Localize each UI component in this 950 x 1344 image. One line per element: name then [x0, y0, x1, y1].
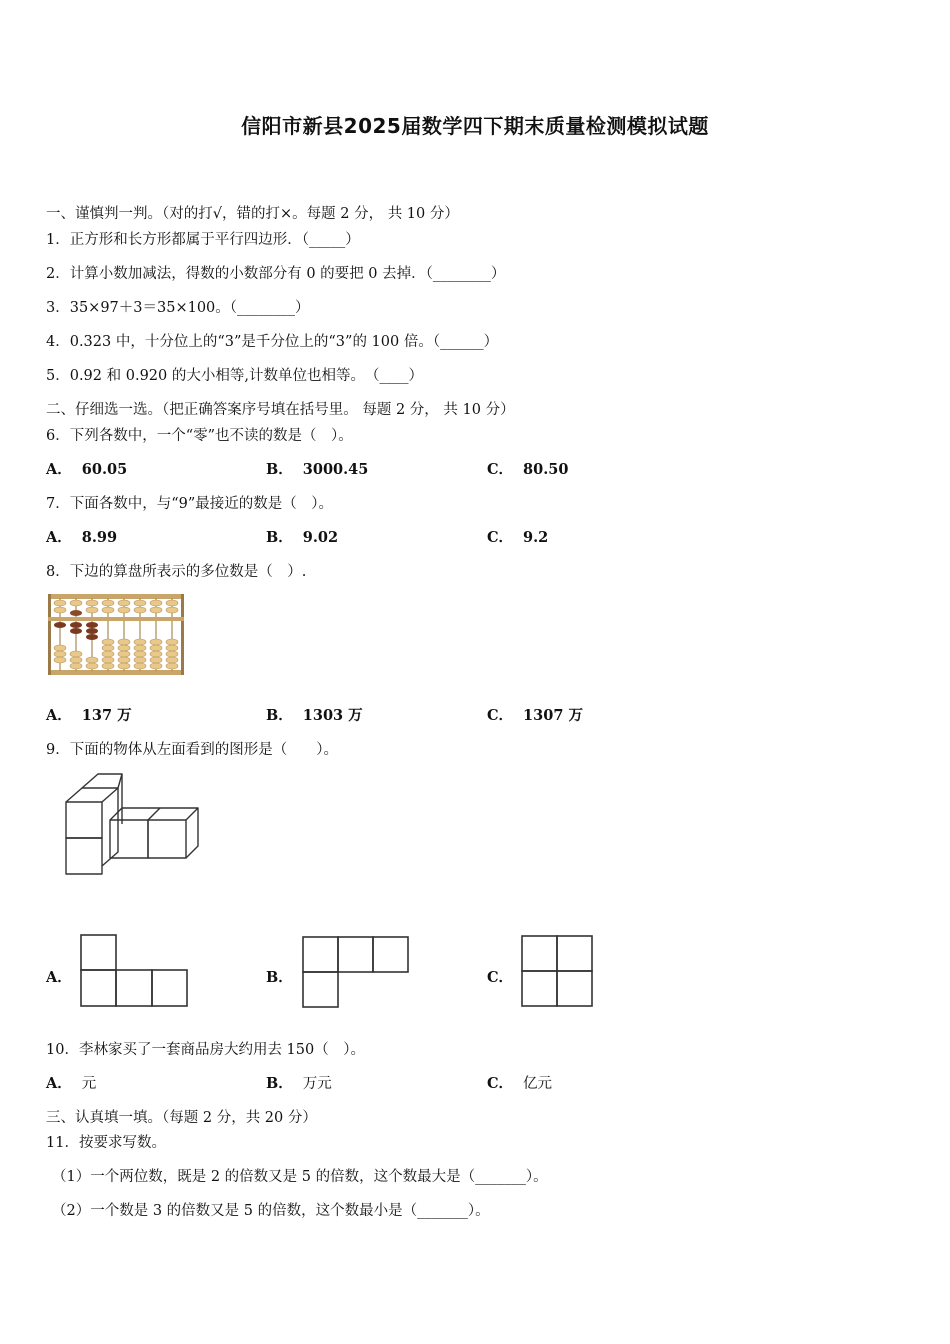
question-3: 3．35×97＋3＝35×100。（________） — [46, 300, 310, 316]
q6-option-a: A． 60.05 — [46, 461, 128, 478]
abacus-image — [48, 594, 184, 676]
page-title: 信阳市新县2025届数学四下期末质量检测模拟试题 — [241, 114, 709, 138]
q9-option-a-shape — [80, 934, 190, 1008]
section-3-heading: 三、认真填一填。（每题 2 分，共 20 分） — [46, 1110, 317, 1126]
question-11-part-2: （2）一个数是 3 的倍数又是 5 的倍数，这个数最小是（_______）。 — [52, 1203, 490, 1219]
q9-option-b-shape — [302, 936, 412, 1010]
question-6: 6．下列各数中，一个“零”也不读的数是（ ）。 — [46, 428, 353, 444]
question-2: 2．计算小数加减法，得数的小数部分有 0 的要把 0 去掉．（________） — [46, 266, 506, 282]
q10-option-b: B． 万元 — [266, 1075, 332, 1092]
q8-option-a: A． 137 万 — [46, 707, 132, 724]
section-1-heading: 一、谨慎判一判。（对的打√，错的打×。每题 2 分， 共 10 分） — [46, 206, 459, 222]
question-1: 1．正方形和长方形都属于平行四边形．（_____） — [46, 232, 360, 248]
question-11-part-1: （1）一个两位数，既是 2 的倍数又是 5 的倍数，这个数最大是（_______）。 — [52, 1169, 548, 1185]
q7-option-c: C． 9.2 — [487, 529, 549, 546]
question-11: 11．按要求写数。 — [46, 1135, 166, 1151]
q10-option-c: C． 亿元 — [487, 1075, 553, 1092]
question-7: 7．下面各数中，与“9”最接近的数是（ ）。 — [46, 496, 334, 512]
q9-option-b: B． — [266, 969, 293, 986]
q8-option-b: B． 1303 万 — [266, 707, 363, 724]
section-2-heading: 二、仔细选一选。（把正确答案序号填在括号里。 每题 2 分， 共 10 分） — [46, 402, 515, 418]
q6-option-b: B． 3000.45 — [266, 461, 369, 478]
question-9: 9．下面的物体从左面看到的图形是（ ）。 — [46, 742, 338, 758]
question-4: 4．0.323 中，十分位上的“3”是千分位上的“3”的 100 倍。（______） — [46, 334, 499, 350]
q10-option-a: A． 元 — [46, 1075, 97, 1092]
q9-option-a: A． — [46, 969, 72, 986]
q9-option-c: C． — [487, 969, 514, 986]
cube-figure-image — [60, 768, 200, 880]
q9-option-c-shape — [520, 934, 596, 1008]
question-5: 5．0.92 和 0.920 的大小相等,计数单位也相等。 （____） — [46, 368, 423, 384]
question-8: 8．下边的算盘所表示的多位数是（ ）. — [46, 564, 307, 580]
q6-option-c: C． 80.50 — [487, 461, 569, 478]
question-10: 10．李林家买了一套商品房大约用去 150（ ）。 — [46, 1042, 365, 1058]
q7-option-a: A． 8.99 — [46, 529, 118, 546]
q8-option-c: C． 1307 万 — [487, 707, 583, 724]
q7-option-b: B． 9.02 — [266, 529, 339, 546]
